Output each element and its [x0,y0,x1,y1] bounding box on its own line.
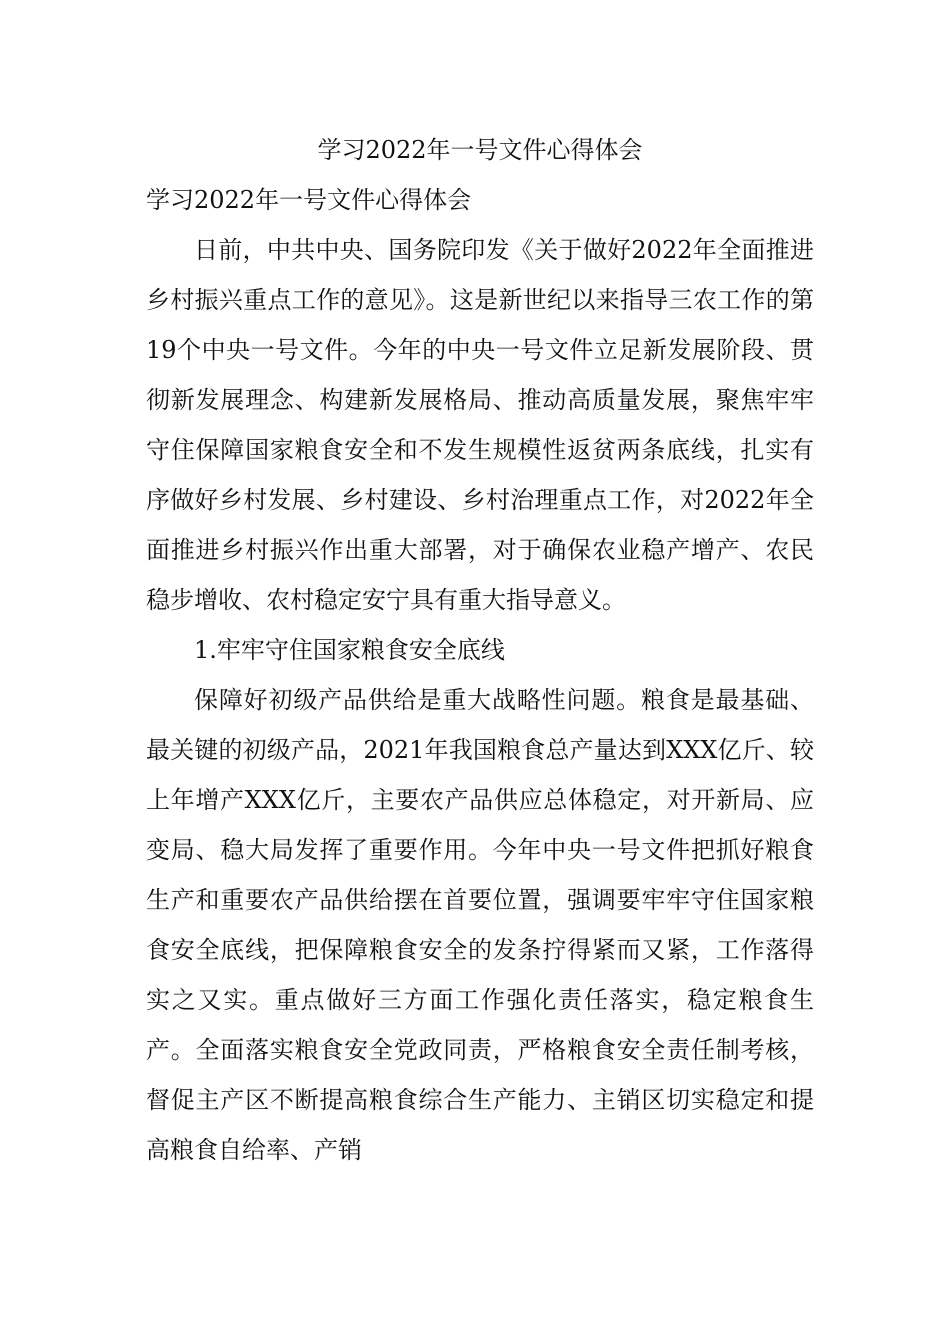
paragraph-intro: 日前，中共中央、国务院印发《关于做好2022年全面推进乡村振兴重点工作的意见》。这是新世纪以来指导三农工作的第19个中央一号文件。今年的中央一号文件立足新发展阶段、贯彻新发展理念、构建新发展格局、推动高质量发展，聚焦牢牢守住保障国家粮食安全和不发生规模性返贫两条底线，扎实有序做好乡村发展、乡村建设、乡村治理重点工作，对2022年全面推进乡村振兴作出重大部署，对于确保农业稳产增产、农民稳步增收、农村稳定安宁具有重大指导意义。 [146,236,814,614]
section-heading-1: 1.牢牢守住国家粮食安全底线 [194,636,505,664]
document-subtitle: 学习2022年一号文件心得体会 [146,186,472,214]
paragraph-grain-security: 保障好初级产品供给是重大战略性问题。粮食是最基础、最关键的初级产品，2021年我国粮食总产量达到XXX亿斤、较上年增产XXX亿斤，主要农产品供应总体稳定，对开新局、应变局、稳大局发挥了重要作用。今年中央一号文件把抓好粮食生产和重要农产品供给摆在首要位置，强调要牢牢守住国家粮食安全底线，把保障粮食安全的发条拧得紧而又紧，工作落得实之又实。重点做好三方面工作强化责任落实，稳定粮食生产。全面落实粮食安全党政同责，严格粮食安全责任制考核，督促主产区不断提高粮食综合生产能力、主销区切实稳定和提高粮食自给率、产销 [146,686,814,1164]
document-page [146,128,814,1175]
document-title: 学习2022年一号文件心得体会 [317,136,643,164]
